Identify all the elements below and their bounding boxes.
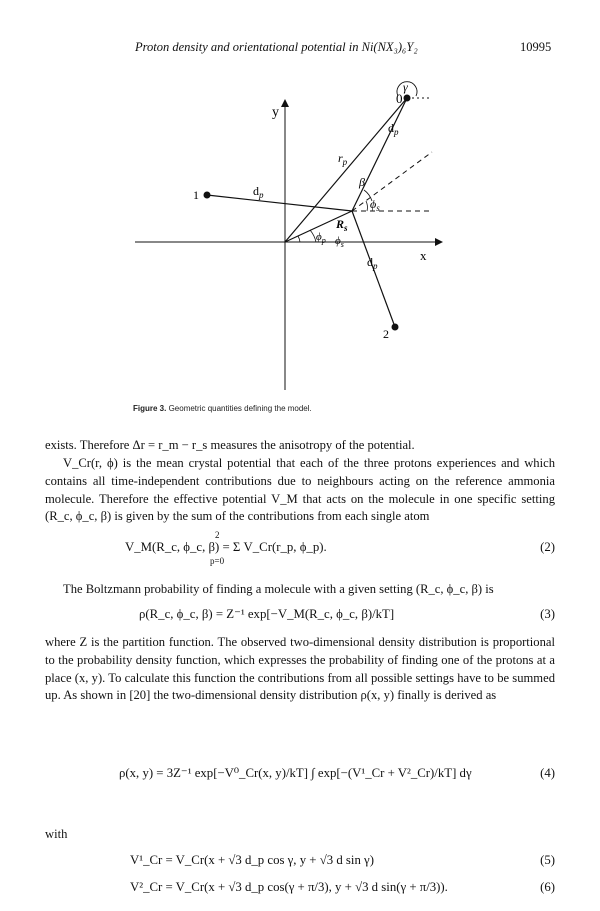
- equation-6: [45, 880, 555, 904]
- equation-5: [45, 853, 555, 877]
- paragraph-2: V_Cr(r, ϕ) is the mean crystal potential that each of the three protons experiences and which contains all time-independent contributions due to neighbours acting on the reference ammonia molecule. Therefore the effective potential V_M that acts on the molecule in one specific setting (R_c, ϕ_c, β) is given by the sum of the contributions from each single atom: [45, 456, 555, 524]
- point-1-dot: [204, 192, 211, 199]
- figure-caption: [133, 404, 312, 413]
- figure-caption-label: Figure 3.: [133, 404, 167, 413]
- equation-3: [45, 607, 555, 631]
- equation-4-number: (4): [540, 766, 555, 780]
- dp-top-label: $d_p$: [388, 121, 399, 137]
- dp-bottom-label: $d_p$: [367, 255, 378, 271]
- with-label: with: [45, 827, 68, 841]
- equation-2-sum-upper: 2: [215, 530, 220, 540]
- point-0-label: 0: [396, 91, 403, 106]
- figure-caption-text: Geometric quantities defining the model.: [166, 404, 312, 413]
- dp-left-label: $d_p$: [253, 184, 264, 200]
- equation-2-sum-lower: p=0: [210, 556, 225, 566]
- equation-2-body: V_M(R_c, ϕ_c, β) = Σ V_Cr(r_p, ϕ_p).: [125, 540, 327, 554]
- phi-s-arc: [298, 236, 300, 242]
- point-0-dot: [404, 95, 411, 102]
- equation-5-body: V¹_Cr = V_Cr(x + √3 d_p cos γ, y + √3 d sin γ): [130, 853, 374, 867]
- equation-4: [45, 766, 555, 790]
- line-rs-to-0: [352, 98, 407, 211]
- running-header: [0, 40, 600, 60]
- line-1-to-rs: [207, 195, 352, 211]
- equation-4-body: ρ(x, y) = 3Z⁻¹ exp[−V⁰_Cr(x, y)/kT] ∫ exp[−(V¹_Cr + V²_Cr)/kT] dγ: [119, 766, 472, 780]
- equation-3-body: ρ(R_c, ϕ_c, β) = Z⁻¹ exp[−V_M(R_c, ϕ_c, β)/kT]: [139, 607, 395, 621]
- page-number: 10995: [520, 40, 552, 54]
- y-axis-label: y: [272, 105, 279, 120]
- x-axis-label: x: [420, 248, 427, 263]
- gamma-label: γ: [403, 80, 408, 94]
- rp-label: $r_p$: [338, 151, 348, 167]
- paragraph-3: The Boltzmann probability of finding a molecule with a given setting (R_c, ϕ_c, β) is: [63, 582, 494, 596]
- beta-label: β: [359, 175, 365, 189]
- line-1-to-0: [207, 98, 407, 195]
- equation-5-number: (5): [540, 853, 555, 867]
- phi-p-label: $\phi_p$: [316, 231, 326, 245]
- equation-6-body: V²_Cr = V_Cr(x + √3 d_p cos(γ + π/3), y + √3 d sin(γ + π/3)).: [130, 880, 448, 894]
- point-1-label: 1: [193, 188, 199, 202]
- figure-3: [120, 80, 460, 410]
- geometry-diagram: [120, 80, 460, 410]
- line-center-to-0: [285, 98, 407, 242]
- point-2-dot: [392, 324, 399, 331]
- phi-s-right-arc: [366, 201, 367, 211]
- running-title: Proton density and orientational potential in Ni(NX₃)₆Y₂: [135, 40, 418, 54]
- phi-s-center-label: $\phi_s$: [335, 235, 344, 249]
- phi-s-right-label: $\phi_s$: [370, 197, 380, 213]
- paragraph-1: exists. Therefore Δr = r_m − r_s measures the anisotropy of the potential.: [45, 438, 415, 452]
- equation-2-number: (2): [540, 540, 555, 554]
- equation-2: [45, 530, 555, 566]
- paragraph-4: where Z is the partition function. The observed two-dimensional density distribution is proportional to the probability density function, which expresses the probability of finding one of the protons at a place (x, y). To calculate this function the contributions from all possible settings have to be summed up. As shown in [20] the two-dimensional density distribution ρ(x, y) finally is derived as: [45, 635, 555, 703]
- equation-3-number: (3): [540, 607, 555, 621]
- point-2-label: 2: [383, 327, 389, 341]
- rs-label: $R_s$: [336, 217, 348, 233]
- equation-6-number: (6): [540, 880, 555, 894]
